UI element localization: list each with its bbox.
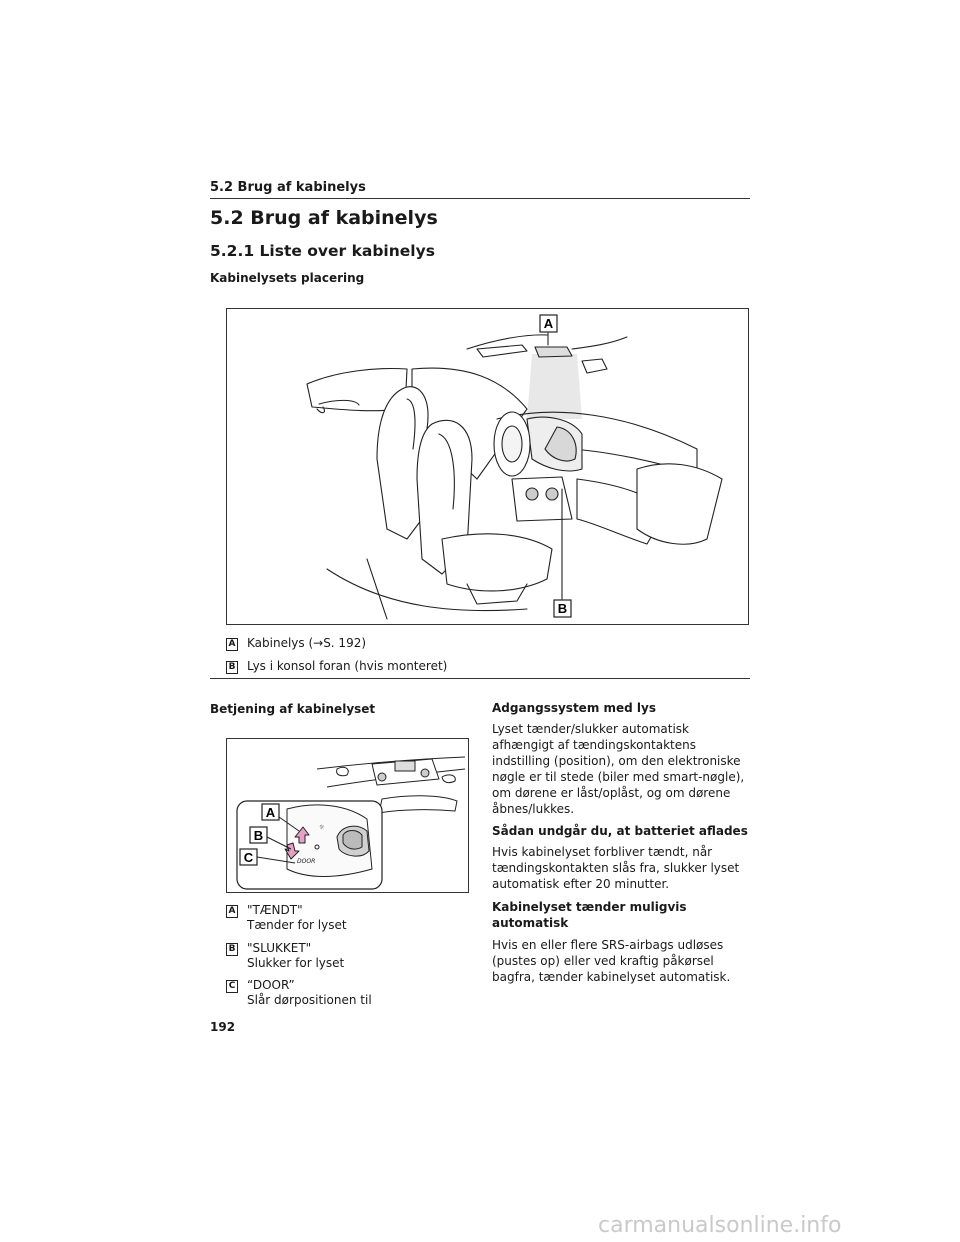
battery-heading: Sådan undgår du, at batteriet aflades xyxy=(492,824,748,838)
text-line: Hvis kabinelyset forbliver tændt, når xyxy=(492,845,713,859)
button-name: "SLUKKET" xyxy=(247,941,312,955)
text-line: bagfra, tænder kabinelyset automatisk. xyxy=(492,970,731,984)
legend-badge: B xyxy=(226,661,238,674)
text-line: Hvis en eller flere SRS-airbags udløses xyxy=(492,938,724,952)
cabin-drawing xyxy=(227,309,748,624)
header-rule xyxy=(210,198,750,199)
button-item-on xyxy=(226,903,347,933)
legend-badge: A xyxy=(226,638,238,651)
page-number: 192 xyxy=(210,1020,236,1034)
button-badge: A xyxy=(226,905,238,918)
button-badge: B xyxy=(226,943,238,956)
lit-entry-heading: Adgangssystem med lys xyxy=(492,701,656,715)
switch-illustration xyxy=(226,738,469,893)
text-line: åbnes/lukkes. xyxy=(492,802,575,816)
text-line: indstilling (position), om den elektroniske xyxy=(492,754,741,768)
text-line: nøgle er til stede (biler med smart-nøgle), xyxy=(492,770,745,784)
auto-on-text xyxy=(492,937,752,985)
subsection-title: 5.2.1 Liste over kabinelys xyxy=(210,242,435,260)
text-line: tændingskontakten slås fra, slukker lyset xyxy=(492,861,740,875)
placement-heading: Kabinelysets placering xyxy=(210,271,365,285)
text-line: automatisk efter 20 minutter. xyxy=(492,877,670,891)
heading-line: automatisk xyxy=(492,916,569,930)
legend-text: Kabinelys (→S. 192) xyxy=(247,636,367,650)
callout-b-label: B xyxy=(253,828,264,843)
button-name: “DOOR” xyxy=(247,978,295,992)
legend-item-b xyxy=(226,659,447,674)
callout-a-label: A xyxy=(265,805,276,820)
heading-line: Kabinelyset tænder muligvis xyxy=(492,900,687,914)
callout-b-label: B xyxy=(557,601,568,616)
operation-heading: Betjening af kabinelyset xyxy=(210,702,376,716)
button-badge: C xyxy=(226,980,238,993)
section-title: 5.2 Brug af kabinelys xyxy=(210,207,438,229)
battery-text xyxy=(492,844,752,892)
text-line: afhængigt af tændingskontaktens xyxy=(492,738,696,752)
legend-item-a xyxy=(226,636,366,651)
switch-drawing xyxy=(227,739,468,892)
text-line: Lyset tænder/slukker automatisk xyxy=(492,722,689,736)
watermark: carmanualsonline.info xyxy=(598,1213,842,1238)
legend-text: Lys i konsol foran (hvis monteret) xyxy=(247,659,448,673)
text-line: om dørene er låst/oplåst, og om dørene xyxy=(492,786,731,800)
button-desc: Tænder for lyset xyxy=(247,918,347,932)
auto-on-heading xyxy=(492,899,752,931)
button-desc: Slår dørpositionen til xyxy=(247,993,372,1007)
callout-c-label: C xyxy=(243,850,254,865)
running-head: 5.2 Brug af kabinelys xyxy=(210,180,366,195)
button-desc: Slukker for lyset xyxy=(247,956,345,970)
svg-text:☼: ☼ xyxy=(319,824,325,831)
right-column xyxy=(492,701,752,985)
cabin-illustration xyxy=(226,308,749,625)
lit-entry-text xyxy=(492,721,752,817)
button-item-door xyxy=(226,978,372,1008)
text-line: (pustes op) eller ved kraftig påkørsel xyxy=(492,954,714,968)
door-label: DOOR xyxy=(297,858,316,865)
section-rule xyxy=(210,678,750,679)
button-name: "TÆNDT" xyxy=(247,903,303,917)
button-item-off xyxy=(226,941,344,971)
callout-a-label: A xyxy=(543,316,554,331)
